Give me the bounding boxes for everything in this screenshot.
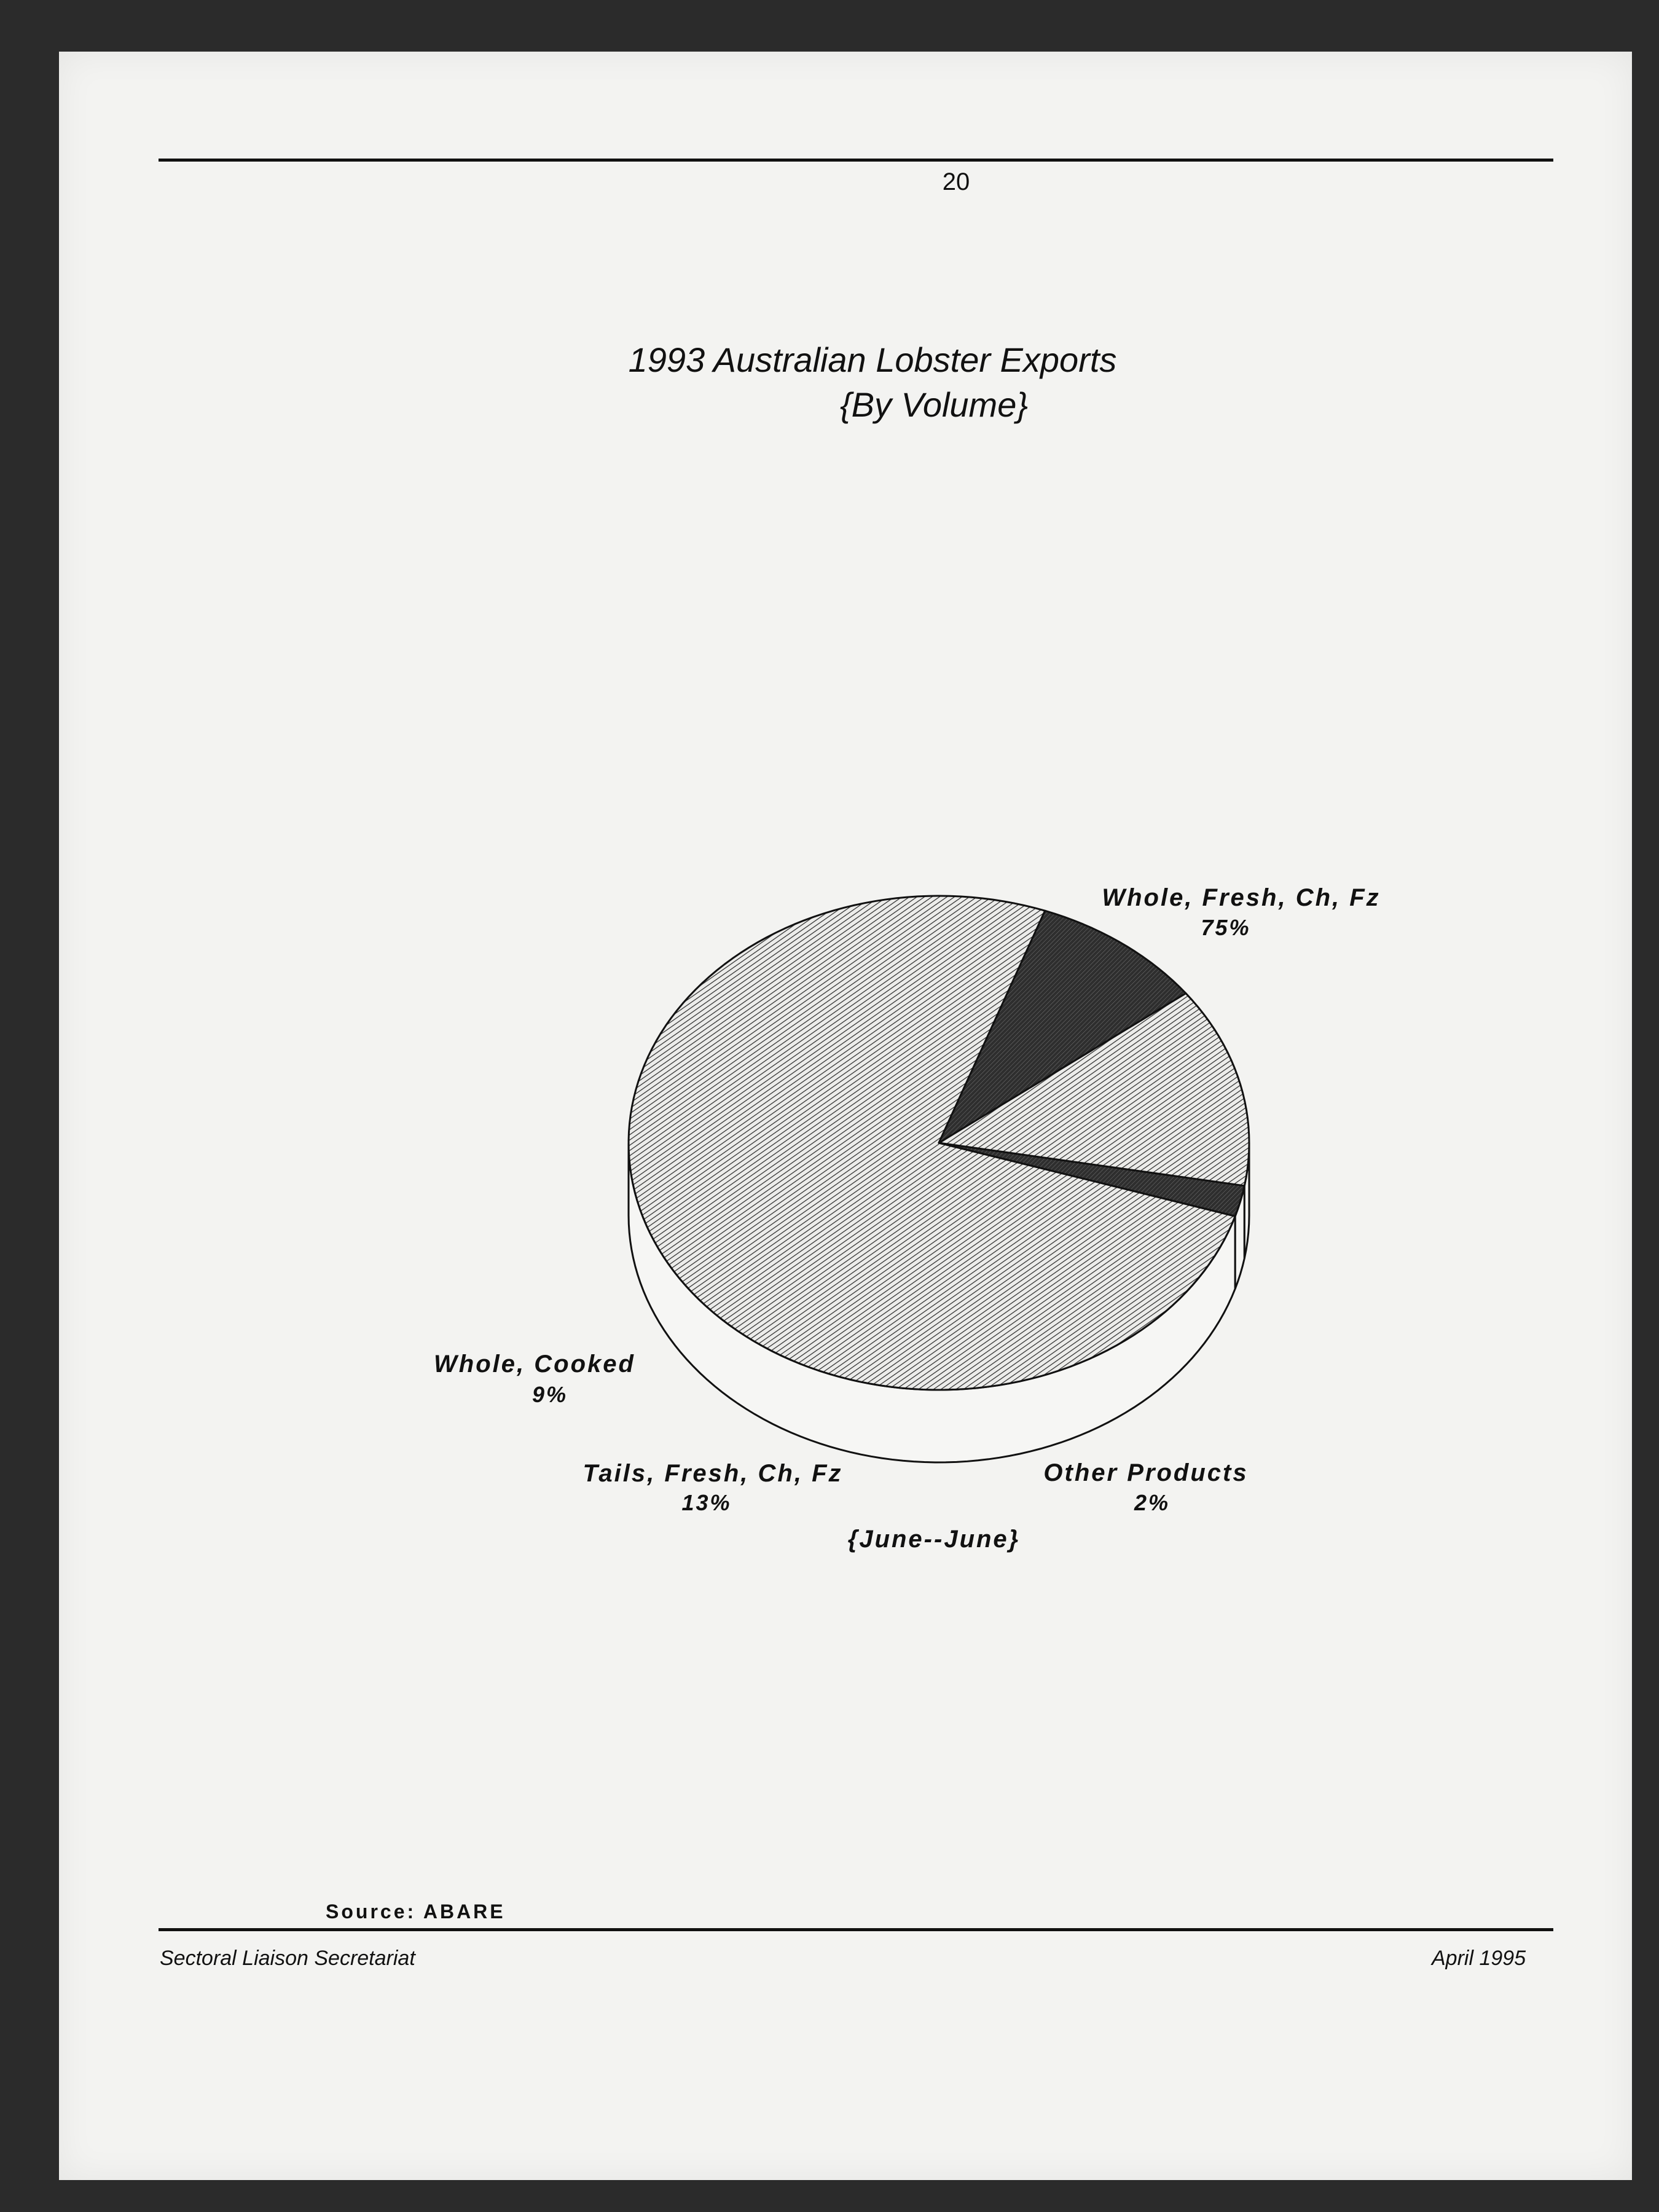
slice-label-percent: 9% [531,1382,568,1407]
footer-date: April 1995 [1432,1947,1526,1970]
source-note: Source: ABARE [326,1900,506,1923]
slice-label-percent: 75% [1201,915,1251,940]
slice-label-other [1043,1459,1248,1515]
period-note: {June--June} [847,1526,1021,1553]
slice-label-name: Whole, Fresh, Ch, Fz [1102,884,1381,911]
slice-label-whole-fresh [1102,884,1380,940]
slice-label-percent: 2% [1134,1490,1171,1515]
chart-subtitle: {By Volume} [839,385,1029,424]
slice-label-whole-cooked [434,1351,635,1407]
footer-organization: Sectoral Liaison Secretariat [160,1947,415,1970]
pie-top-face [629,896,1249,1390]
slice-label-name: Other Products [1043,1459,1249,1486]
page-number: 20 [942,168,970,195]
slice-label-tails [582,1460,842,1515]
slice-label-percent: 13% [681,1490,732,1515]
slice-label-name: Tails, Fresh, Ch, Fz [582,1460,843,1487]
slice-label-name: Whole, Cooked [434,1351,635,1378]
chart-title: 1993 Australian Lobster Exports [628,340,1117,379]
